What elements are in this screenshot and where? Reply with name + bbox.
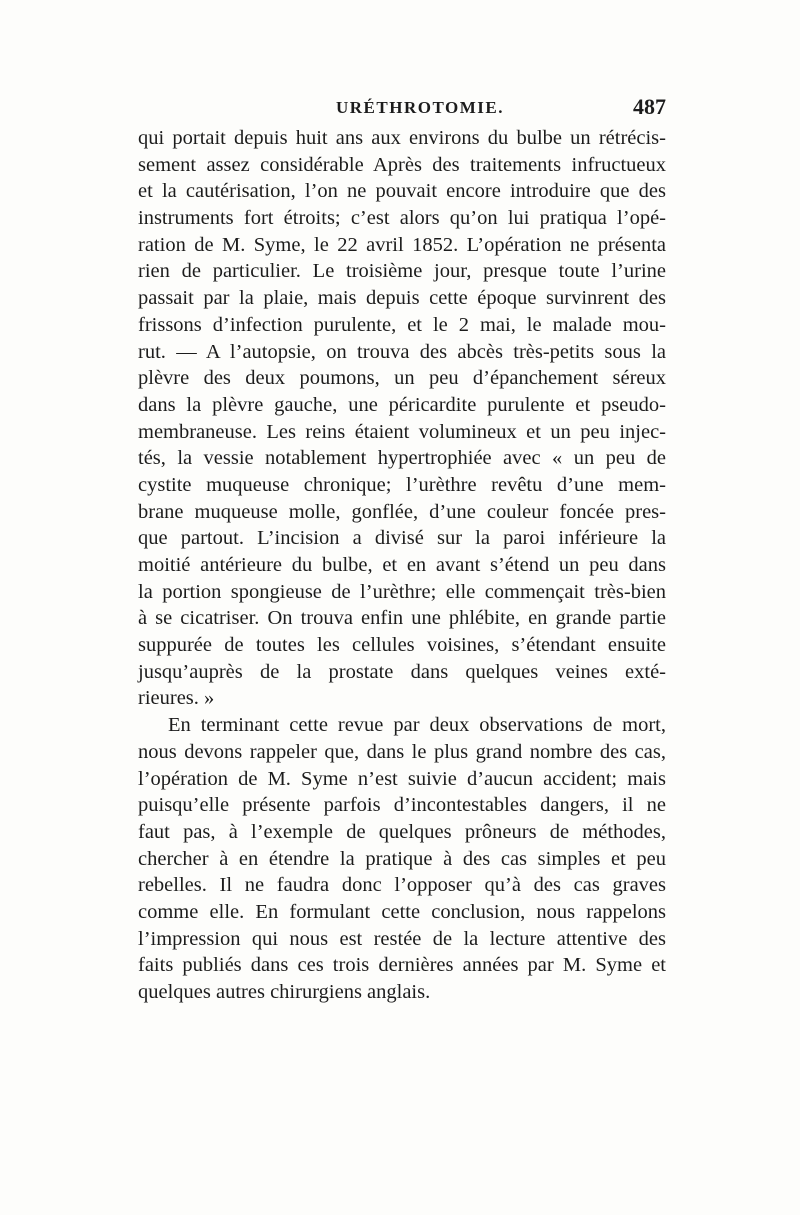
text-line: cystite muqueuse chronique; l’urèthre revêtu d’une mem-: [138, 473, 666, 496]
text-line: jusqu’auprès de la prostate dans quelques veines exté-: [138, 660, 666, 683]
text-line: rieures. »: [138, 687, 215, 710]
running-title: URÉTHROTOMIE.: [336, 98, 504, 117]
text-line: nous devons rappeler que, dans le plus grand nombre des cas,: [138, 740, 666, 763]
text-line: frissons d’infection purulente, et le 2 mai, le malade mou-: [138, 313, 666, 336]
text-line: brane muqueuse molle, gonflée, d’une couleur foncée pres-: [138, 500, 666, 523]
paragraph-first-line: En terminant cette revue par deux observations de mort,: [168, 714, 666, 737]
text-line: tés, la vessie notablement hypertrophiée avec « un peu de: [138, 447, 666, 470]
page-number: 487: [633, 94, 666, 119]
text-line: faut pas, à l’exemple de quelques prôneurs de méthodes,: [138, 820, 666, 843]
text-line: l’opération de M. Syme n’est suivie d’aucun accident; mais: [138, 767, 666, 790]
text-line: instruments fort étroits; c’est alors qu’on lui pratiqua l’opé-: [138, 207, 666, 230]
text-line: ration de M. Syme, le 22 avril 1852. L’opération ne présenta: [138, 233, 666, 256]
text-line: rien de particulier. Le troisième jour, presque toute l’urine: [138, 260, 666, 283]
text-line: à se cicatriser. On trouva enfin une phlébite, en grande partie: [138, 607, 666, 630]
text-line: suppurée de toutes les cellules voisines, s’étendant ensuite: [138, 634, 666, 657]
text-line: la portion spongieuse de l’urèthre; elle commençait très-bien: [138, 580, 666, 603]
running-head: [138, 94, 666, 124]
text-line: membraneuse. Les reins étaient volumineux et un peu injec-: [138, 420, 666, 443]
text-line: chercher à en étendre la pratique à des cas simples et peu: [138, 847, 666, 870]
text-line: puisqu’elle présente parfois d’incontestables dangers, il ne: [138, 794, 666, 817]
text-line: passait par la plaie, mais depuis cette époque survinrent des: [138, 287, 666, 310]
text-line: dans la plèvre gauche, une péricardite purulente et pseudo-: [138, 393, 666, 416]
text-line: sement assez considérable Après des traitements infructueux: [138, 153, 666, 176]
text-line: comme elle. En formulant cette conclusion, nous rappelons: [138, 900, 666, 923]
body-text: [138, 125, 666, 1006]
text-line: plèvre des deux poumons, un peu d’épanchement séreux: [138, 367, 666, 390]
text-line: qui portait depuis huit ans aux environs du bulbe un rétrécis-: [138, 127, 666, 149]
text-line: faits publiés dans ces trois dernières années par M. Syme et: [138, 954, 666, 977]
text-line: et la cautérisation, l’on ne pouvait encore introduire que des: [138, 180, 666, 203]
text-line: rebelles. Il ne faudra donc l’opposer qu’à des cas graves: [138, 874, 666, 897]
text-line: que partout. L’incision a divisé sur la paroi inférieure la: [138, 527, 666, 550]
text-line: moitié antérieure du bulbe, et en avant s’étend un peu dans: [138, 554, 666, 576]
text-line: l’impression qui nous est restée de la lecture attentive des: [138, 927, 666, 950]
text-line: rut. — A l’autopsie, on trouva des abcès très-petits sous la: [138, 340, 666, 363]
text-line: quelques autres chirurgiens anglais.: [138, 981, 431, 1003]
